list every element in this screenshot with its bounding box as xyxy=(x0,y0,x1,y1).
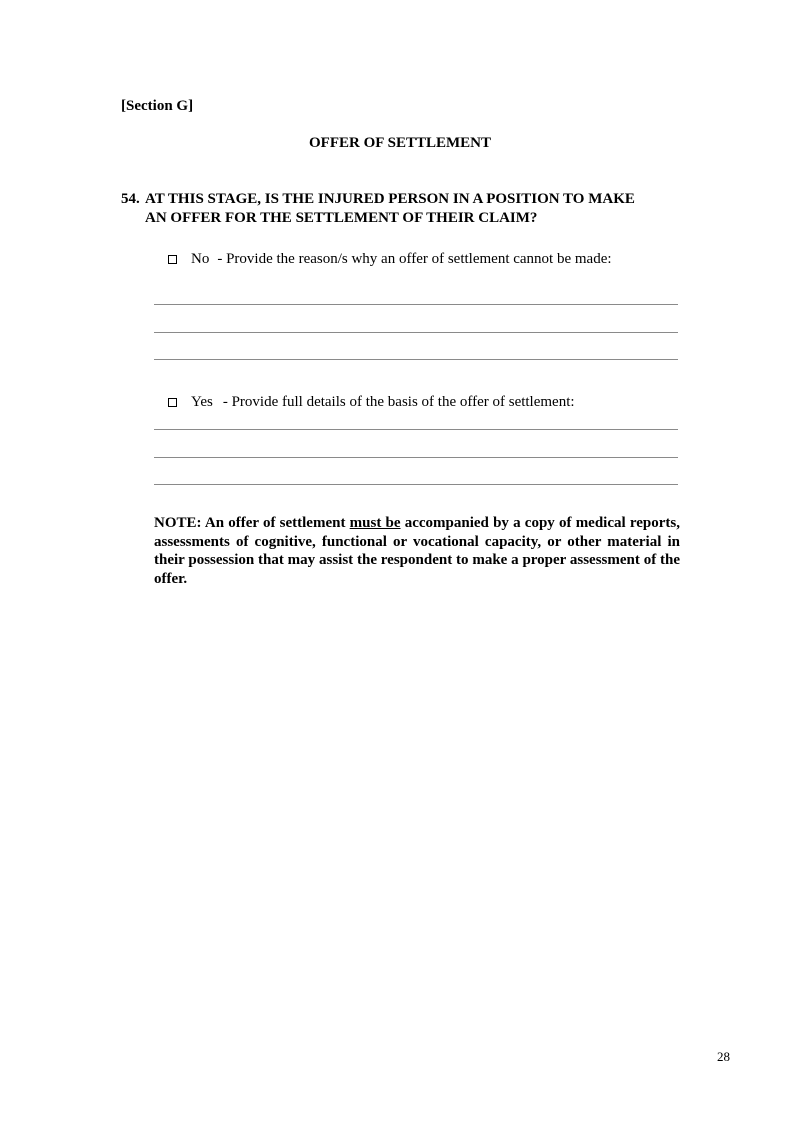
option-yes-instruction: - Provide full details of the basis of the offer of settlement: xyxy=(222,394,575,410)
question-text-line2: AN OFFER FOR THE SETTLEMENT OF THEIR CLAIM? xyxy=(145,210,538,226)
settlement-note xyxy=(154,514,680,588)
question-54 xyxy=(121,190,691,228)
question-text-line1: AT THIS STAGE, IS THE INJURED PERSON IN A POSITION TO MAKE xyxy=(145,191,635,207)
no-reason-line-2[interactable] xyxy=(154,332,678,333)
section-label: [Section G] xyxy=(121,98,194,114)
option-yes-label: Yes xyxy=(191,394,213,410)
yes-checkbox[interactable] xyxy=(168,398,177,407)
yes-details-line-1[interactable] xyxy=(154,429,678,430)
option-no-instruction: - Provide the reason/s why an offer of settlement cannot be made: xyxy=(217,251,612,267)
page-title: OFFER OF SETTLEMENT xyxy=(309,135,491,151)
note-suffix: accompanied by a copy of medical reports, assessments of cognitive, functional or vocational capacity, or other material in their possession that may assist the respondent to make a proper assessment of the offer. xyxy=(154,515,681,587)
note-prefix: NOTE: An offer of settlement xyxy=(154,515,350,531)
note-emphasis: must be xyxy=(349,515,401,531)
no-reason-line-3[interactable] xyxy=(154,359,678,360)
no-reason-line-1[interactable] xyxy=(154,304,678,305)
option-no-label: No xyxy=(191,251,210,267)
yes-details-line-2[interactable] xyxy=(154,457,678,458)
yes-details-line-3[interactable] xyxy=(154,484,678,485)
page-number: 28 xyxy=(717,1049,730,1064)
option-no xyxy=(168,251,612,268)
option-yes xyxy=(168,394,575,411)
question-number: 54. xyxy=(121,191,140,207)
no-checkbox[interactable] xyxy=(168,255,177,264)
